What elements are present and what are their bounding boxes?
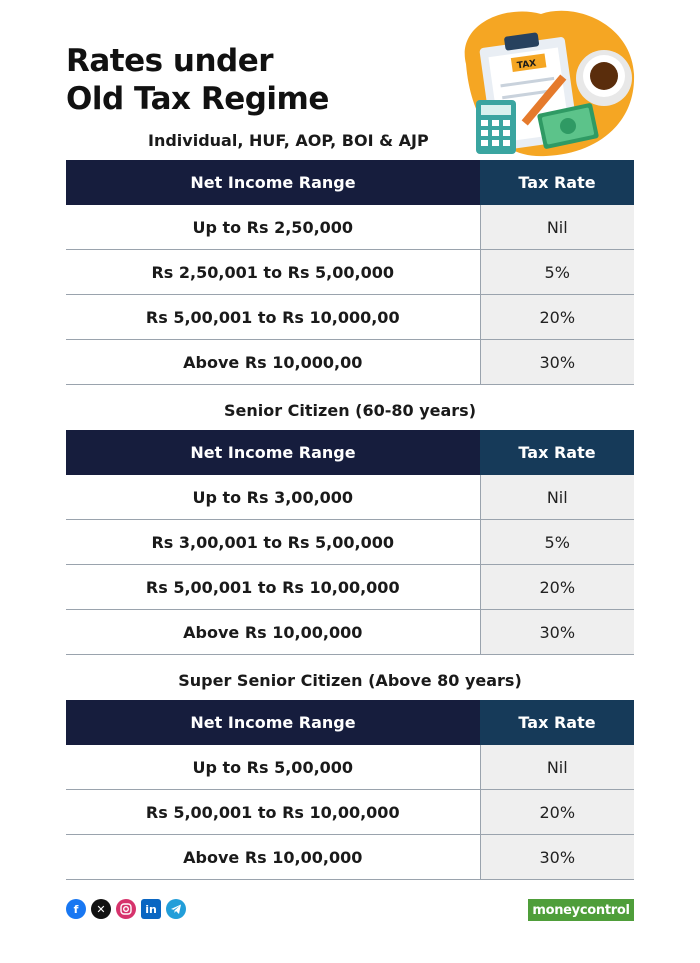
table-row — [66, 745, 634, 790]
tax-table-super-senior — [66, 700, 634, 880]
tax-rate-cell: 30% — [480, 340, 634, 385]
tax-rate-cell: Nil — [480, 475, 634, 520]
tax-illustration — [446, 4, 636, 164]
income-range-cell: Rs 5,00,001 to Rs 10,00,000 — [66, 790, 480, 835]
tax-rate-cell: Nil — [480, 745, 634, 790]
tax-rate-cell: 20% — [480, 790, 634, 835]
column-header-range: Net Income Range — [66, 160, 480, 205]
table-row — [66, 340, 634, 385]
title-line-2: Old Tax Regime — [66, 81, 329, 117]
table-row — [66, 835, 634, 880]
table-row — [66, 205, 634, 250]
table-header-row — [66, 160, 634, 205]
facebook-icon[interactable]: f — [66, 899, 86, 919]
tax-rate-cell: Nil — [480, 205, 634, 250]
income-range-cell: Above Rs 10,00,000 — [66, 835, 480, 880]
section-label-senior: Senior Citizen (60-80 years) — [223, 401, 477, 420]
table-row — [66, 565, 634, 610]
table-row — [66, 295, 634, 340]
section-label-super-senior: Super Senior Citizen (Above 80 years) — [178, 671, 522, 690]
tax-table-individual — [66, 160, 634, 385]
instagram-icon[interactable] — [116, 899, 136, 919]
table-row — [66, 790, 634, 835]
tax-rate-cell: 20% — [480, 565, 634, 610]
tax-rate-cell: 5% — [480, 250, 634, 295]
tax-rate-cell: 20% — [480, 295, 634, 340]
section-label-individual: Individual, HUF, AOP, BOI & AJP — [148, 131, 429, 150]
x-icon[interactable]: ✕ — [91, 899, 111, 919]
table-header-row — [66, 430, 634, 475]
income-range-cell: Above Rs 10,00,000 — [66, 610, 480, 655]
title-line-1: Rates under — [66, 43, 274, 79]
tax-rate-cell: 30% — [480, 835, 634, 880]
table-header-row — [66, 700, 634, 745]
column-header-range: Net Income Range — [66, 430, 480, 475]
social-links — [66, 899, 186, 919]
table-row — [66, 250, 634, 295]
income-range-cell: Up to Rs 5,00,000 — [66, 745, 480, 790]
table-row — [66, 475, 634, 520]
linkedin-icon[interactable]: in — [141, 899, 161, 919]
income-range-cell: Rs 2,50,001 to Rs 5,00,000 — [66, 250, 480, 295]
table-row — [66, 610, 634, 655]
column-header-range: Net Income Range — [66, 700, 480, 745]
tax-rate-cell: 5% — [480, 520, 634, 565]
tax-rate-cell: 30% — [480, 610, 634, 655]
telegram-icon[interactable] — [166, 899, 186, 919]
tax-label: TAX — [516, 58, 537, 72]
income-range-cell: Rs 3,00,001 to Rs 5,00,000 — [66, 520, 480, 565]
column-header-rate: Tax Rate — [480, 430, 634, 475]
table-row — [66, 520, 634, 565]
income-range-cell: Rs 5,00,001 to Rs 10,000,00 — [66, 295, 480, 340]
income-range-cell: Rs 5,00,001 to Rs 10,00,000 — [66, 565, 480, 610]
income-range-cell: Above Rs 10,000,00 — [66, 340, 480, 385]
column-header-rate: Tax Rate — [480, 160, 634, 205]
page-title — [66, 42, 329, 118]
income-range-cell: Up to Rs 3,00,000 — [66, 475, 480, 520]
income-range-cell: Up to Rs 2,50,000 — [66, 205, 480, 250]
tax-table-senior — [66, 430, 634, 655]
column-header-rate: Tax Rate — [480, 700, 634, 745]
moneycontrol-logo[interactable]: moneycontrol — [528, 899, 634, 921]
